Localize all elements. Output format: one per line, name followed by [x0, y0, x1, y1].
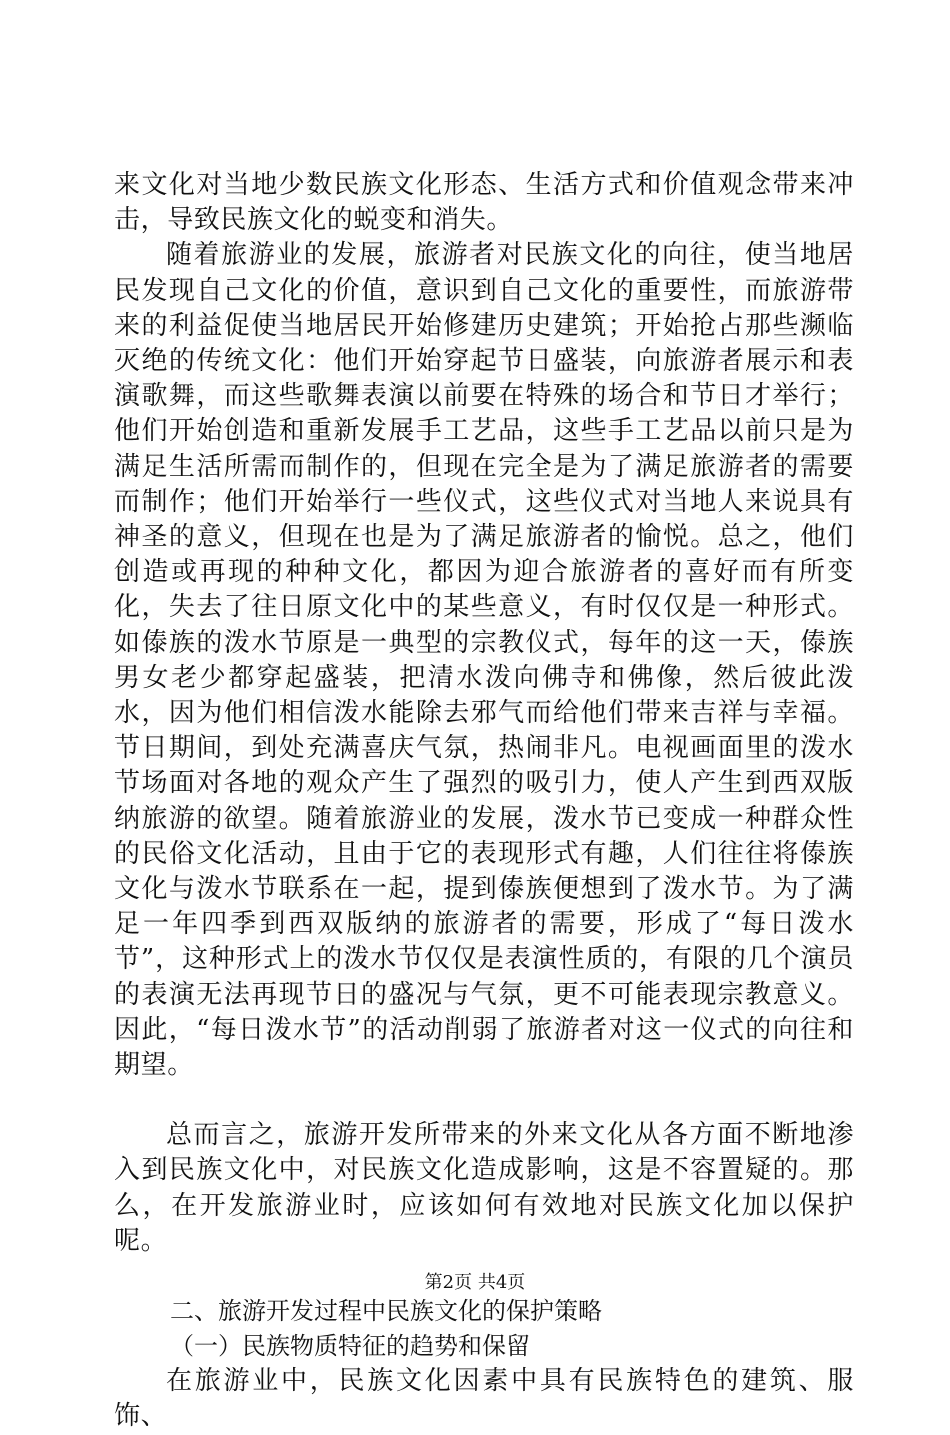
section-heading: 二、旅游开发过程中民族文化的保护策略 [170, 1297, 602, 1326]
page-footer: 第2页 共4页 [424, 1272, 526, 1293]
sub-heading: （一）民族物质特征的趋势和保留 [170, 1332, 530, 1361]
paragraph-architecture: 在旅游业中，民族文化因素中具有民族特色的建筑、服饰、 [114, 1366, 854, 1432]
paragraph-summary: 总而言之，旅游开发所带来的外来文化从各方面不断地渗入到民族文化中，对民族文化造成影响，这是不容置疑的。那么，在开发旅游业时，应该如何有效地对民族文化加以保护呢。 [114, 1120, 854, 1256]
paragraph-gap [114, 1083, 854, 1118]
paragraph-continuation: 来文化对当地少数民族文化形态、生活方式和价值观念带来冲击，导致民族文化的蜕变和消失。 [114, 170, 854, 236]
paragraph-tourism-impact: 随着旅游业的发展，旅游者对民族文化的向往，使当地居民发现自己文化的价值，意识到自己文化的重要性，而旅游带来的利益促使当地居民开始修建历史建筑；开始抢占那些濒临灭绝的传统文化：他们开始穿起节日盛装，向旅游者展示和表演歌舞，而这些歌舞表演以前要在特殊的场合和节日才举行；他们开始创造和重新发展手工艺品，这些手工艺品以前只是为满足生活所需而制作的，但现在完全是为了满足旅游者的需要而制作；他们开始举行一些仪式，这些仪式对当地人来说具有神圣的意义，但现在也是为了满足旅游者的愉悦。总之，他们创造或再现的种种文化，都因为迎合旅游者的喜好而有所变化，失去了往日原文化中的某些意义，有时仅仅是一种形式。如傣族的泼水节原是一典型的宗教仪式，每年的这一天，傣族男女老少都穿起盛装，把清水泼向佛寺和佛像，然后彼此泼水，因为他们相信泼水能除去邪气而给他们带来吉祥与幸福。节日期间，到处充满喜庆气氛，热闹非凡。电视画面里的泼水节场面对各地的观众产生了强烈的吸引力，使人产生到西双版纳旅游的欲望。随着旅游业的发展，泼水节已变成一种群众性的民俗文化活动，且由于它的表现形式有趣，人们往往将傣族文化与泼水节联系在一起，提到傣族便想到了泼水节。为了满足一年四季到西双版纳的旅游者的需要，形成了“每日泼水节”，这种形式上的泼水节仅仅是表演性质的，有限的几个演员的表演无法再现节日的盛况与气氛，更不可能表现宗教意义。因此，“每日泼水节”的活动削弱了旅游者对这一仪式的向往和期望。 [114, 240, 854, 1081]
document-body [114, 168, 854, 1435]
